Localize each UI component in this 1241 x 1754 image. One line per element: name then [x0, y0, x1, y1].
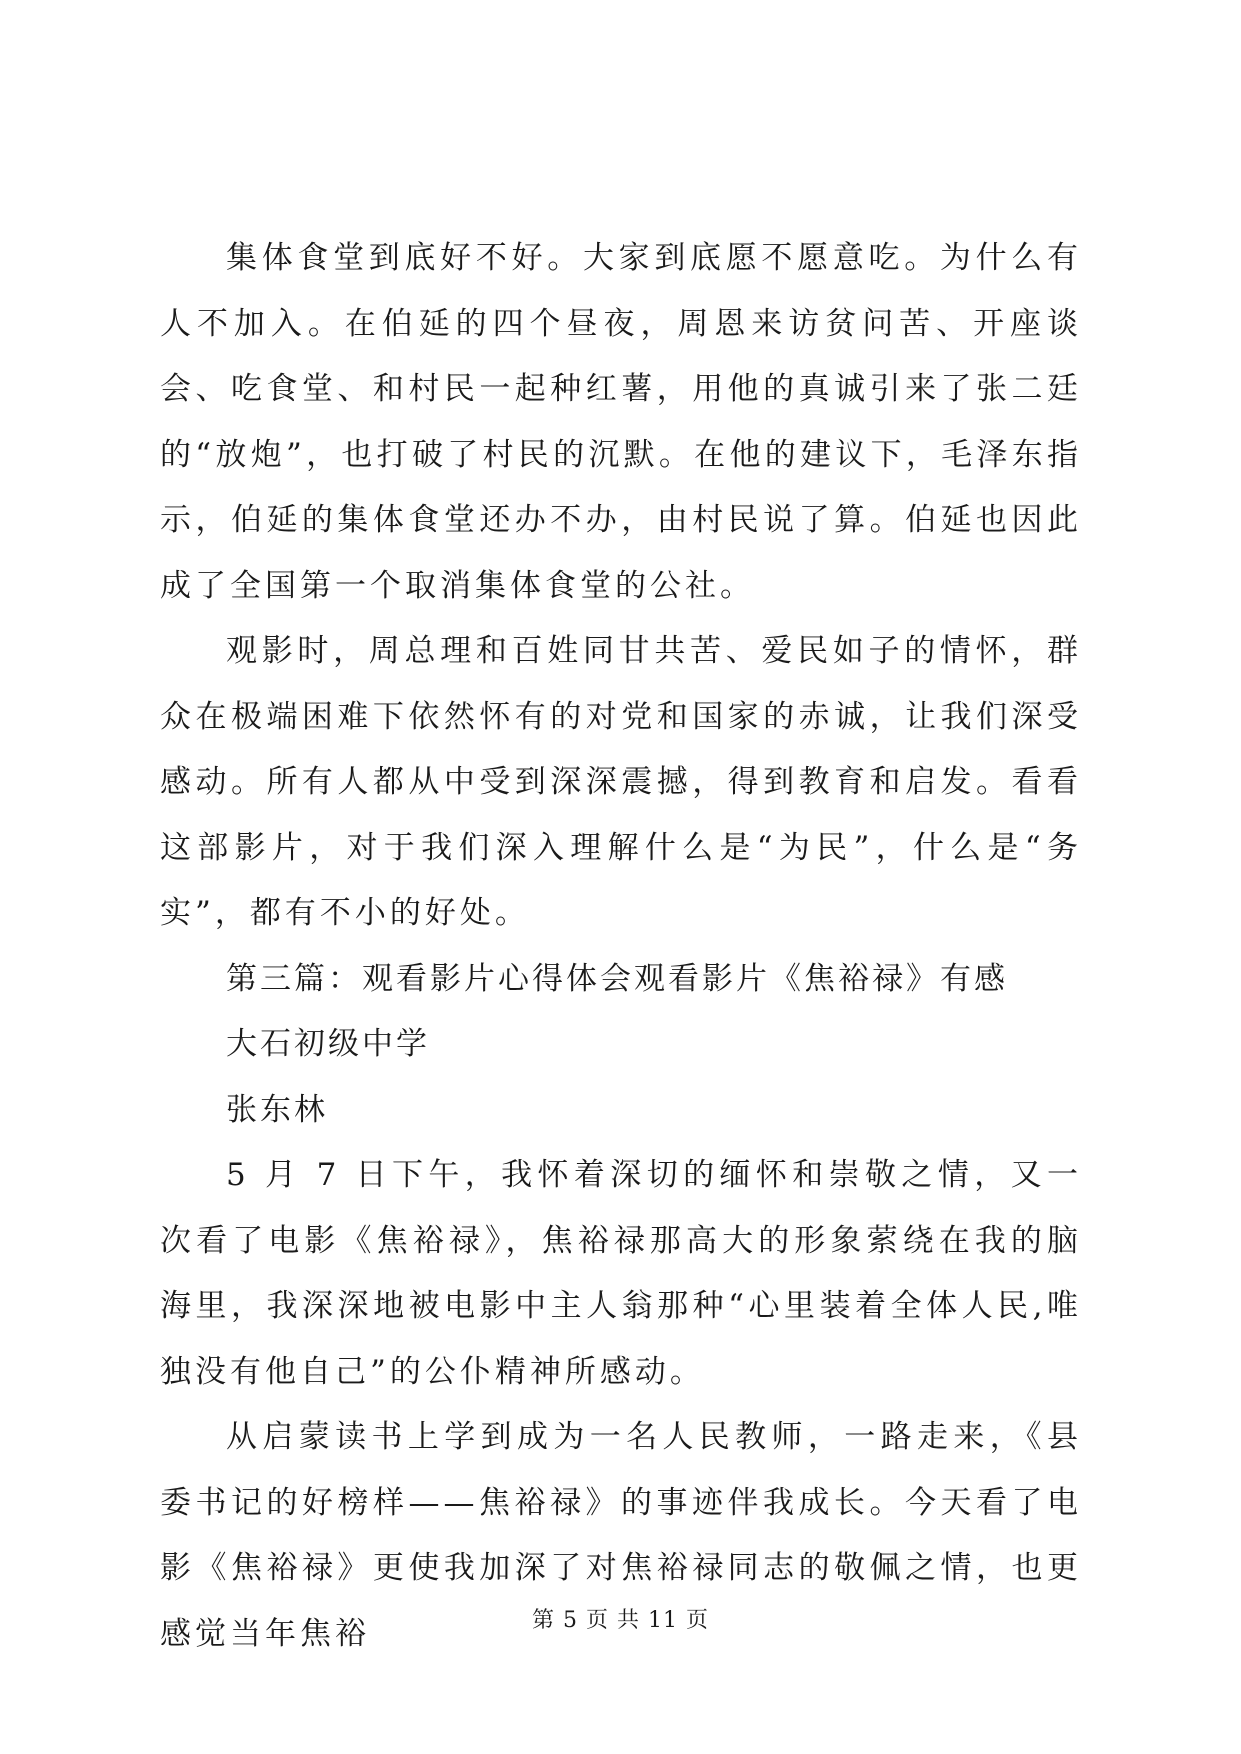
paragraph-teacher-growth: 从启蒙读书上学到成为一名人民教师，一路走来，《县委书记的好榜样——焦裕禄》的事迹伴我成长。今天看了电影《焦裕禄》更使我加深了对焦裕禄同志的敬佩之情，也更感觉当年焦裕 [160, 1419, 1082, 1652]
page-number-footer: 第 5 页 共 11 页 [532, 1608, 709, 1633]
paragraph-viewing-impression: 观影时，周总理和百姓同甘共苦、爱民如子的情怀，群众在极端困难下依然怀有的对党和国家的赤诚，让我们深受感动。所有人都从中受到深深震撼，得到教育和启发。看看这部影片，对于我们深入理解什么是“为民”，什么是“务实”，都有不小的好处。 [160, 633, 1082, 931]
document-body [160, 226, 1082, 1667]
author-name: 张东林 [226, 1091, 328, 1128]
paragraph-may-seventh: 5 月 7 日下午，我怀着深切的缅怀和崇敬之情，又一次看了电影《焦裕禄》，焦裕禄那高大的形象萦绕在我的脑海里，我深深地被电影中主人翁那种“心里装着全体人民,唯独没有他自己”的公仆精神所感动。 [160, 1157, 1082, 1390]
section-title: 第三篇：观看影片心得体会观看影片《焦裕禄》有感 [226, 960, 1008, 997]
school-name: 大石初级中学 [226, 1026, 430, 1062]
paragraph-collective-canteen: 集体食堂到底好不好。大家到底愿不愿意吃。为什么有人不加入。在伯延的四个昼夜，周恩来访贫问苦、开座谈会、吃食堂、和村民一起种红薯，用他的真诚引来了张二廷的“放炮”，也打破了村民的沉默。在他的建议下，毛泽东指示，伯延的集体食堂还办不办，由村民说了算。伯延也因此成了全国第一个取消集体食堂的公社。 [160, 240, 1082, 604]
